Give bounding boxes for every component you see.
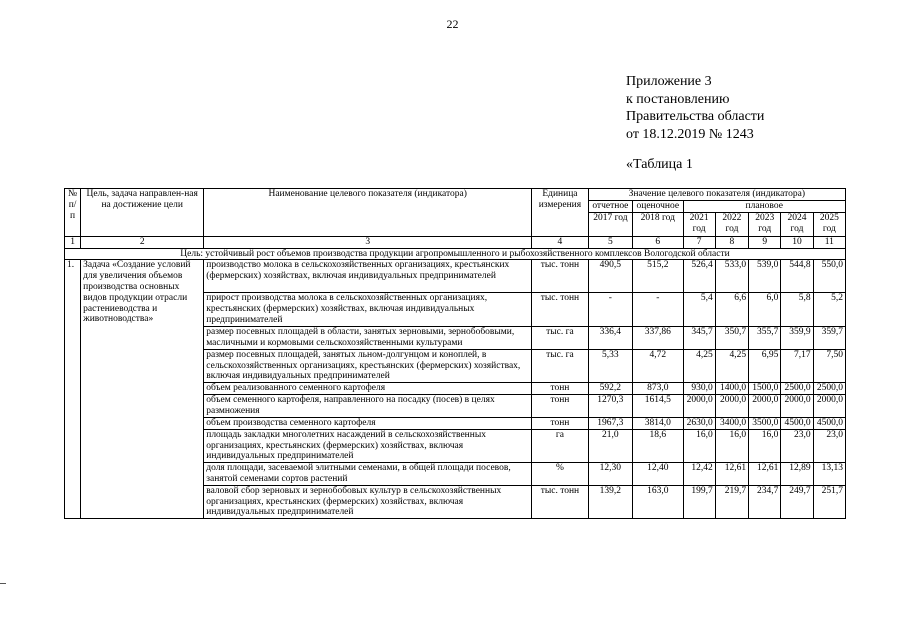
value-cell: 2000,0 bbox=[749, 395, 781, 418]
indicators-table bbox=[64, 188, 846, 519]
value-cell: 4,25 bbox=[683, 349, 715, 382]
header-year: 2018 год bbox=[633, 212, 683, 236]
indicator-name: объем производства семенного картофеля bbox=[204, 417, 532, 429]
column-number: 4 bbox=[532, 236, 589, 248]
value-cell: 251,7 bbox=[813, 485, 845, 518]
value-cell: 16,0 bbox=[749, 429, 781, 462]
value-cell: 23,0 bbox=[781, 429, 813, 462]
value-cell: 23,0 bbox=[813, 429, 845, 462]
value-cell: 234,7 bbox=[749, 485, 781, 518]
indicator-name: доля площади, засеваемой элитными семенами, в общей площади посевов, занятой семенами сортов растений bbox=[204, 463, 532, 486]
value-cell: 539,0 bbox=[749, 260, 781, 293]
value-cell: 2000,0 bbox=[715, 395, 748, 418]
value-cell: 6,6 bbox=[715, 293, 748, 326]
value-cell: 350,7 bbox=[715, 326, 748, 349]
value-cell: 930,0 bbox=[683, 383, 715, 395]
value-cell: 5,2 bbox=[813, 293, 845, 326]
indicator-name: валовой сбор зерновых и зернобобовых культур в сельскохозяйственных организациях, крестьянских (фермерских) хозяйствах, включая индивидуальных предпринимателей bbox=[204, 485, 532, 518]
value-cell: 249,7 bbox=[781, 485, 813, 518]
column-number: 1 bbox=[65, 236, 81, 248]
value-cell: 5,4 bbox=[683, 293, 715, 326]
value-cell: 2630,0 bbox=[683, 417, 715, 429]
appendix-line-2: к постановлению bbox=[626, 91, 730, 107]
appendix-line-1: Приложение 3 bbox=[626, 74, 712, 89]
indicator-unit: тонн bbox=[532, 417, 589, 429]
value-cell: 139,2 bbox=[588, 485, 632, 518]
header-unit: Единица измерения bbox=[532, 189, 589, 237]
column-number: 10 bbox=[781, 236, 813, 248]
value-cell: 2000,0 bbox=[683, 395, 715, 418]
value-cell: 16,0 bbox=[715, 429, 748, 462]
value-cell: 4,25 bbox=[715, 349, 748, 382]
value-cell: 2000,0 bbox=[813, 395, 845, 418]
indicator-name: производство молока в сельскохозяйственных организациях, крестьянских (фермерских) хозяйствах, включая индивидуальных предпринимателей bbox=[204, 260, 532, 293]
column-number: 3 bbox=[204, 236, 532, 248]
column-number: 6 bbox=[633, 236, 683, 248]
page-number: 22 bbox=[446, 17, 459, 31]
value-cell: 5,33 bbox=[588, 349, 632, 382]
indicator-name: размер посевных площадей в области, занятых зерновыми, зернобобовыми, масличными и кормовыми сельскохозяйственными культурами bbox=[204, 326, 532, 349]
header-value-group: Значение целевого показателя (индикатора) bbox=[588, 189, 845, 201]
value-cell: 550,0 bbox=[813, 260, 845, 293]
value-cell: 355,7 bbox=[749, 326, 781, 349]
value-cell: 7,50 bbox=[813, 349, 845, 382]
value-cell: 6,0 bbox=[749, 293, 781, 326]
header-goal-task: Цель, задача направлен-ная на достижение цели bbox=[81, 189, 204, 237]
indicator-name: площадь закладки многолетних насаждений в сельскохозяйственных организациях, крестьянских (фермерских) хозяйствах, включая индивидуальных предпринимателей bbox=[204, 429, 532, 462]
value-cell: - bbox=[588, 293, 632, 326]
appendix-line-4: от 18.12.2019 № 1243 bbox=[626, 126, 754, 142]
value-cell: 12,40 bbox=[633, 463, 683, 486]
header-planned: плановое bbox=[683, 201, 846, 213]
value-cell: 359,7 bbox=[813, 326, 845, 349]
task-text: Задача «Создание условий для увеличения объемов производства основных видов продукции отрасли растениеводства и животноводства» bbox=[81, 260, 204, 519]
margin-mark bbox=[0, 583, 6, 584]
indicator-unit: тыс. тонн bbox=[532, 260, 589, 293]
column-number: 5 bbox=[588, 236, 632, 248]
header-year: 2021 год bbox=[683, 212, 715, 236]
value-cell: 336,4 bbox=[588, 326, 632, 349]
column-number: 8 bbox=[715, 236, 748, 248]
column-number: 9 bbox=[749, 236, 781, 248]
value-cell: 4500,0 bbox=[781, 417, 813, 429]
header-indicator: Наименование целевого показателя (индикатора) bbox=[204, 189, 532, 237]
header-year: 2017 год bbox=[588, 212, 632, 236]
header-year: 2022 год bbox=[715, 212, 748, 236]
value-cell: 1967,3 bbox=[588, 417, 632, 429]
indicator-name: объем реализованного семенного картофеля bbox=[204, 383, 532, 395]
value-cell: 490,5 bbox=[588, 260, 632, 293]
column-number: 11 bbox=[813, 236, 845, 248]
value-cell: 6,95 bbox=[749, 349, 781, 382]
column-number: 7 bbox=[683, 236, 715, 248]
indicator-name: размер посевных площадей, занятых льном-долгунцом и коноплей, в сельскохозяйственных организациях, крестьянских (фермерских) хозяйствах, включая индивидуальных предпринимателей bbox=[204, 349, 532, 382]
value-cell: 3400,0 bbox=[715, 417, 748, 429]
value-cell: 2500,0 bbox=[813, 383, 845, 395]
indicator-name: прирост производства молока в сельскохозяйственных организациях, крестьянских (фермерских) хозяйствах, включая индивидуальных предпринимателей bbox=[204, 293, 532, 326]
value-cell: 515,2 bbox=[633, 260, 683, 293]
value-cell: 1614,5 bbox=[633, 395, 683, 418]
value-cell: 16,0 bbox=[683, 429, 715, 462]
value-cell: 4,72 bbox=[633, 349, 683, 382]
value-cell: 12,30 bbox=[588, 463, 632, 486]
indicator-unit: тыс. га bbox=[532, 326, 589, 349]
header-year: 2024 год bbox=[781, 212, 813, 236]
value-cell: 3814,0 bbox=[633, 417, 683, 429]
value-cell: 12,61 bbox=[715, 463, 748, 486]
indicator-unit: % bbox=[532, 463, 589, 486]
value-cell: 359,9 bbox=[781, 326, 813, 349]
table-caption: «Таблица 1 bbox=[626, 157, 693, 172]
value-cell: 2000,0 bbox=[781, 395, 813, 418]
header-estimated: оценочное bbox=[633, 201, 683, 213]
header-year: 2025 год bbox=[813, 212, 845, 236]
value-cell: 18,6 bbox=[633, 429, 683, 462]
indicator-unit: тыс. тонн bbox=[532, 485, 589, 518]
value-cell: 219,7 bbox=[715, 485, 748, 518]
value-cell: 5,8 bbox=[781, 293, 813, 326]
indicator-unit: тыс. тонн bbox=[532, 293, 589, 326]
indicator-unit: тыс. га bbox=[532, 349, 589, 382]
goal-row: Цель: устойчивый рост объемов производства продукции агропромышленного и рыбохозяйственного комплексов Вологодской области bbox=[65, 248, 846, 260]
indicator-unit: тонн bbox=[532, 395, 589, 418]
value-cell: 544,8 bbox=[781, 260, 813, 293]
value-cell: 4500,0 bbox=[813, 417, 845, 429]
column-number: 2 bbox=[81, 236, 204, 248]
value-cell: 12,61 bbox=[749, 463, 781, 486]
value-cell: 1270,3 bbox=[588, 395, 632, 418]
value-cell: 12,89 bbox=[781, 463, 813, 486]
value-cell: - bbox=[633, 293, 683, 326]
appendix-block bbox=[626, 73, 764, 143]
header-year: 2023 год bbox=[749, 212, 781, 236]
value-cell: 345,7 bbox=[683, 326, 715, 349]
indicator-unit: га bbox=[532, 429, 589, 462]
value-cell: 21,0 bbox=[588, 429, 632, 462]
header-num: № п/п bbox=[65, 189, 81, 237]
value-cell: 526,4 bbox=[683, 260, 715, 293]
indicator-unit: тонн bbox=[532, 383, 589, 395]
value-cell: 3500,0 bbox=[749, 417, 781, 429]
value-cell: 7,17 bbox=[781, 349, 813, 382]
value-cell: 592,2 bbox=[588, 383, 632, 395]
value-cell: 337,86 bbox=[633, 326, 683, 349]
value-cell: 533,0 bbox=[715, 260, 748, 293]
value-cell: 1500,0 bbox=[749, 383, 781, 395]
value-cell: 13,13 bbox=[813, 463, 845, 486]
value-cell: 1400,0 bbox=[715, 383, 748, 395]
value-cell: 873,0 bbox=[633, 383, 683, 395]
indicator-name: объем семенного картофеля, направленного на посадку (посев) в целях размножения bbox=[204, 395, 532, 418]
value-cell: 2500,0 bbox=[781, 383, 813, 395]
header-reported: отчетное bbox=[588, 201, 632, 213]
appendix-line-3: Правительства области bbox=[626, 109, 765, 124]
value-cell: 199,7 bbox=[683, 485, 715, 518]
task-number: 1. bbox=[65, 260, 81, 519]
value-cell: 163,0 bbox=[633, 485, 683, 518]
value-cell: 12,42 bbox=[683, 463, 715, 486]
